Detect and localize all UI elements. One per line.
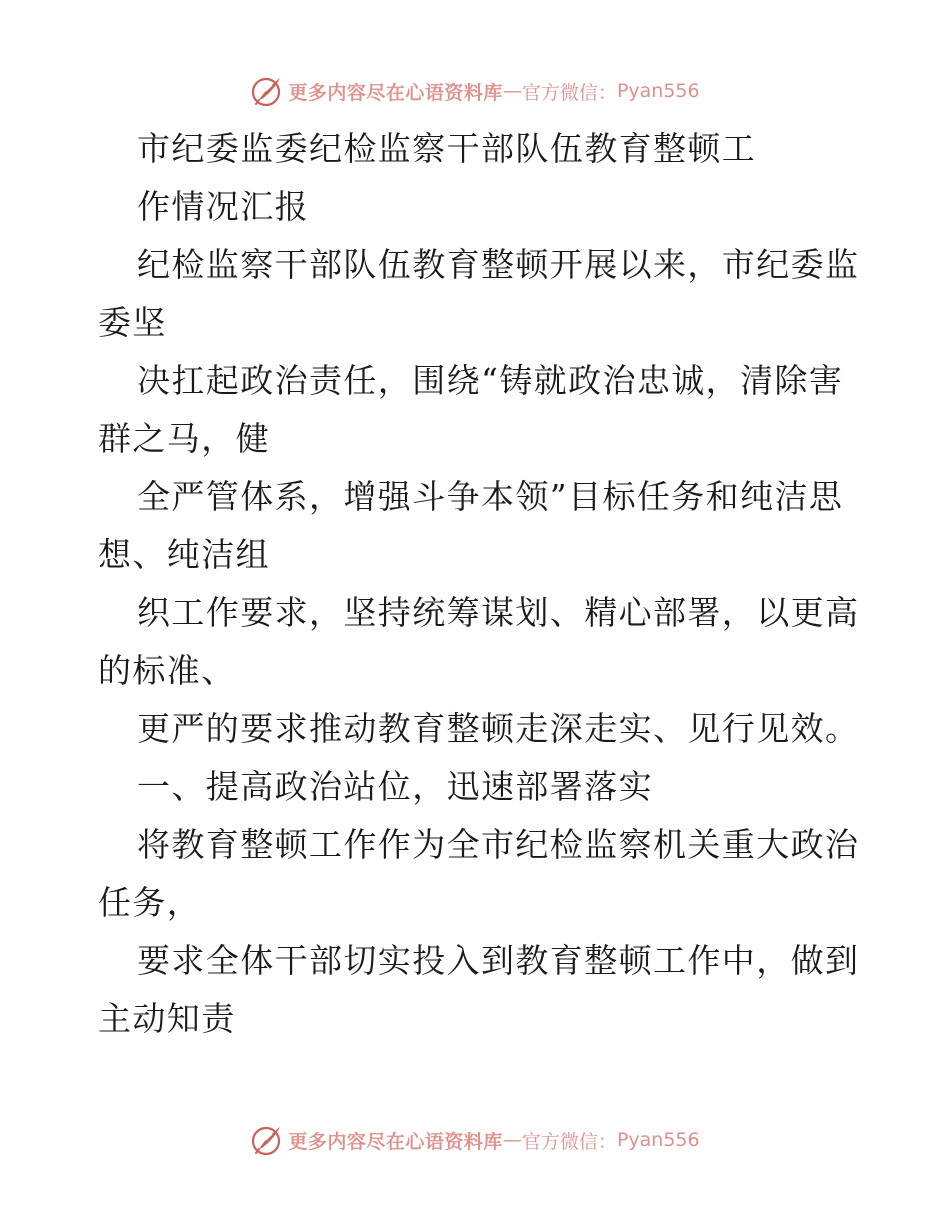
section-heading: 一、提高政治站位，迅速部署落实 bbox=[137, 767, 653, 806]
watermark-footer bbox=[0, 1120, 950, 1160]
watermark-brand: 更多内容尽在心语资料库 bbox=[288, 1130, 503, 1153]
watermark-header bbox=[0, 71, 950, 111]
document-body bbox=[98, 120, 868, 1048]
watermark-label: 官方微信： bbox=[521, 81, 617, 104]
document-title-line-1: 市纪委监委纪检监察干部队伍教育整顿工 bbox=[137, 129, 757, 168]
paragraph-line: 任务， bbox=[98, 883, 202, 922]
paragraph-line: 决扛起政治责任，围绕“铸就政治忠诚，清除害 bbox=[137, 361, 844, 400]
document-title-line-2: 作情况汇报 bbox=[137, 187, 309, 226]
paragraph-line: 的标准、 bbox=[98, 651, 236, 690]
watermark-wechat-id: Pyan556 bbox=[616, 1129, 700, 1151]
watermark-wechat-id: Pyan556 bbox=[616, 80, 700, 102]
paragraph-line: 想、纯洁组 bbox=[98, 535, 270, 574]
watermark-dash: — bbox=[502, 1129, 522, 1151]
paragraph-line: 主动知责 bbox=[98, 999, 236, 1038]
quill-pen-logo-icon bbox=[250, 1123, 284, 1157]
paragraph-line: 更严的要求推动教育整顿走深走实、见行见效。 bbox=[137, 709, 860, 748]
paragraph-line: 要求全体干部切实投入到教育整顿工作中，做到 bbox=[137, 941, 860, 980]
watermark-label: 官方微信： bbox=[521, 1130, 617, 1153]
paragraph-line: 全严管体系，增强斗争本领”目标任务和纯洁思 bbox=[137, 477, 844, 516]
paragraph-line: 将教育整顿工作作为全市纪检监察机关重大政治 bbox=[137, 825, 860, 864]
watermark-dash: — bbox=[502, 80, 522, 102]
watermark-brand: 更多内容尽在心语资料库 bbox=[288, 81, 503, 104]
paragraph-line: 纪检监察干部队伍教育整顿开展以来，市纪委监 bbox=[137, 245, 860, 284]
paragraph-line: 委坚 bbox=[98, 303, 167, 342]
quill-pen-logo-icon bbox=[250, 74, 284, 108]
paragraph-line: 织工作要求，坚持统筹谋划、精心部署，以更高 bbox=[137, 593, 860, 632]
paragraph-line: 群之马，健 bbox=[98, 419, 270, 458]
